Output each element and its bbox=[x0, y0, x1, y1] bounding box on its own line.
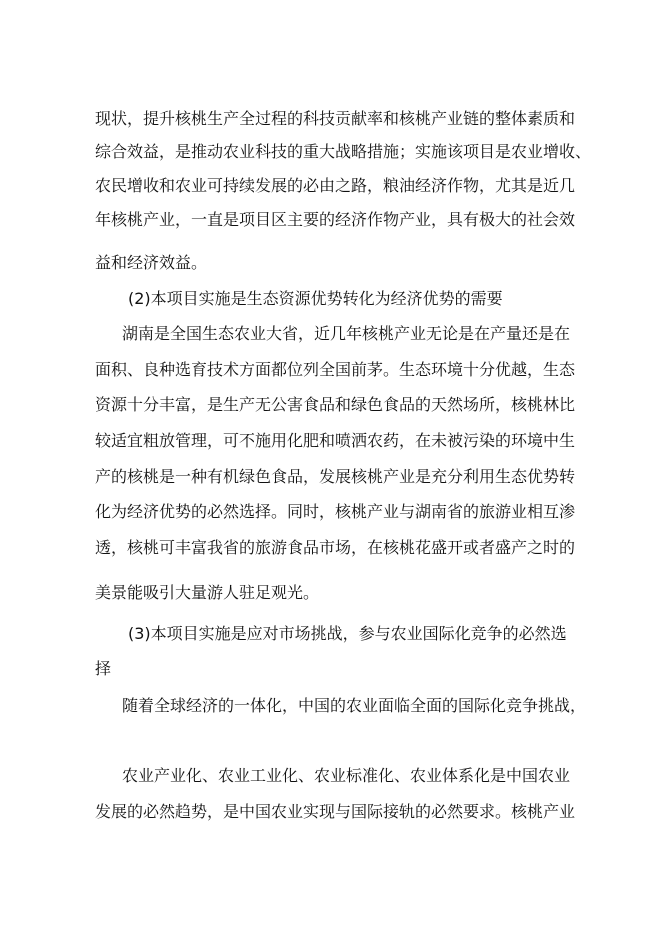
section-heading: (3)本项目实施是应对市场挑战，参与农业国际化竞争的必然选 bbox=[128, 624, 567, 643]
paragraph-line: 面积、良种选育技术方面都位列全国前茅。生态环境十分优越，生态 bbox=[95, 360, 576, 379]
paragraph-line: 化为经济优势的必然选择。同时，核桃产业与湖南省的旅游业相互渗 bbox=[95, 502, 576, 521]
paragraph-line: 较适宜粗放管理，可不施用化肥和喷洒农药，在未被污染的环境中生 bbox=[95, 431, 576, 450]
paragraph-line: 农业产业化、农业工业化、农业标准化、农业体系化是中国农业 bbox=[122, 766, 571, 785]
paragraph-line: 随着全球经济的一体化，中国的农业面临全面的国际化竞争挑战， bbox=[122, 696, 587, 715]
paragraph-line: 农民增收和农业可持续发展的必由之路，粮油经济作物，尤其是近几 bbox=[95, 176, 576, 195]
paragraph-line: 资源十分丰富，是生产无公害食品和绿色食品的天然场所，核桃林比 bbox=[95, 395, 576, 414]
paragraph-line: 益和经济效益。 bbox=[95, 253, 208, 272]
paragraph-line: 产的核桃是一种有机绿色食品，发展核桃产业是充分利用生态优势转 bbox=[95, 467, 576, 486]
paragraph-line: 美景能吸引大量游人驻足观光。 bbox=[95, 583, 320, 602]
section-heading: (2)本项目实施是生态资源优势转化为经济优势的需要 bbox=[128, 289, 503, 308]
paragraph-line: 发展的必然趋势，是中国农业实现与国际接轨的必然要求。核桃产业 bbox=[95, 802, 576, 821]
paragraph-line: 年核桃产业，一直是项目区主要的经济作物产业，具有极大的社会效 bbox=[95, 210, 576, 229]
paragraph-line: 湖南是全国生态农业大省，近几年核桃产业无论是在产量还是在 bbox=[122, 324, 571, 343]
section-heading-continued: 择 bbox=[95, 659, 112, 678]
paragraph-line: 透，核桃可丰富我省的旅游食品市场，在核桃花盛开或者盛产之时的 bbox=[95, 538, 576, 557]
paragraph-line: 现状，提升核桃生产全过程的科技贡献率和核桃产业链的整体素质和 bbox=[95, 109, 576, 128]
paragraph-line: 综合效益，是推动农业科技的重大战略措施；实施该项目是农业增收、 bbox=[95, 142, 592, 161]
